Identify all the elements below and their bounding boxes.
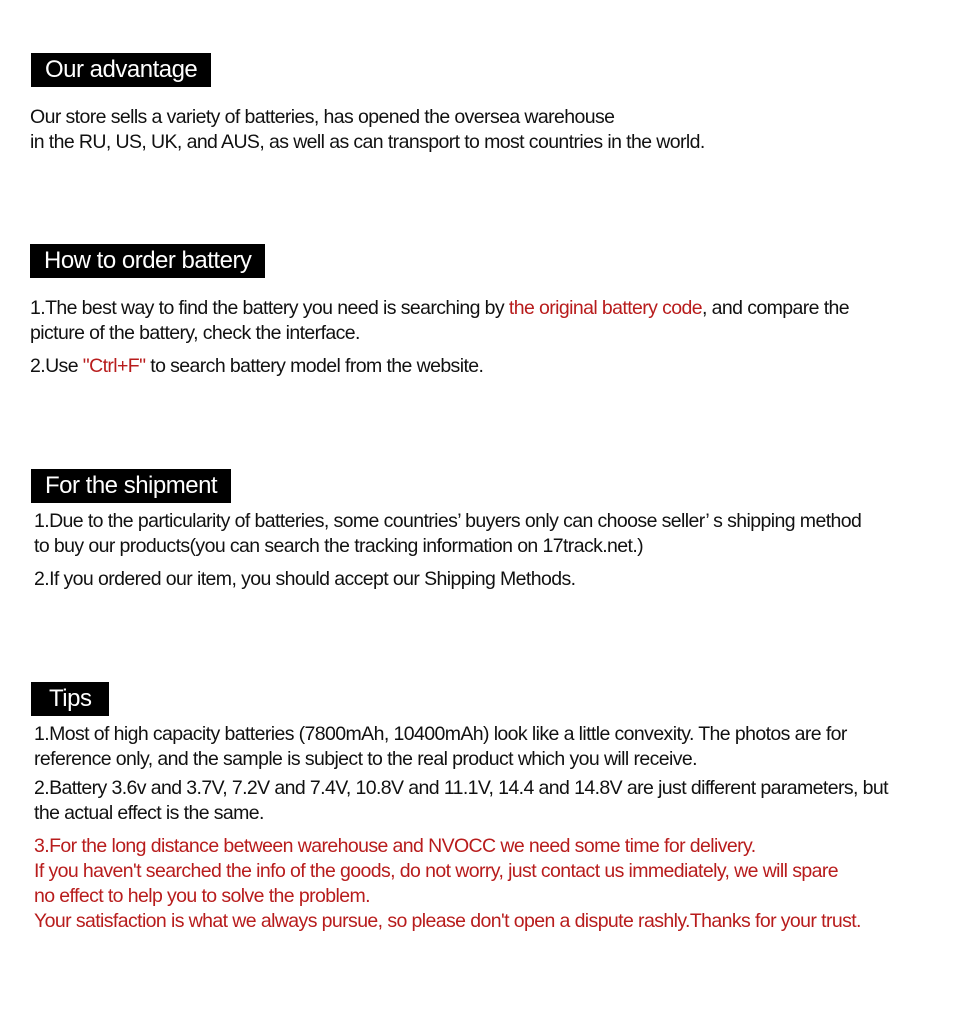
- order-item-2: [30, 354, 483, 379]
- advantage-text-line-2: in the RU, US, UK, and AUS, as well as can transport to most countries in the world.: [30, 131, 705, 153]
- order-item-2-text: 2.Use: [30, 355, 83, 377]
- section-title-tips: Tips: [31, 682, 109, 716]
- section-title-advantage: Our advantage: [31, 53, 211, 87]
- tips-item-1-line-1: 1.Most of high capacity batteries (7800mAh, 10400mAh) look like a little convexity. The photos are for: [34, 723, 847, 745]
- tips-item-1-line-2: reference only, and the sample is subject to the real product which you will receive.: [34, 748, 697, 770]
- tips-item-2-line-1: 2.Battery 3.6v and 3.7V, 7.2V and 7.4V, 10.8V and 11.1V, 14.4 and 14.8V are just different parameters, but: [34, 777, 888, 799]
- shipment-item-2: 2.If you ordered our item, you should accept our Shipping Methods.: [34, 568, 576, 590]
- order-item-2-text-end: to search battery model from the website.: [145, 355, 484, 377]
- shipment-item-1-line-1: 1.Due to the particularity of batteries, some countries’ buyers only can choose seller’ s shipping method: [34, 510, 862, 532]
- order-item-1-text-end: , and compare the: [702, 297, 850, 319]
- tips-item-3-line-4: Your satisfaction is what we always pursue, so please don't open a dispute rashly.Thanks for your trust.: [34, 910, 861, 932]
- order-item-1-line-2: picture of the battery, check the interface.: [30, 322, 360, 344]
- shipment-item-1-line-2: to buy our products(you can search the tracking information on 17track.net.): [34, 535, 644, 557]
- original-battery-code-highlight: the original battery code: [508, 297, 703, 319]
- advantage-text-line-1: Our store sells a variety of batteries, has opened the oversea warehouse: [30, 106, 615, 128]
- tips-item-3-line-2: If you haven't searched the info of the goods, do not worry, just contact us immediately, we will spare: [34, 860, 838, 882]
- section-title-order: How to order battery: [30, 244, 265, 278]
- tips-item-3-line-3: no effect to help you to solve the problem.: [34, 885, 370, 907]
- tips-item-2-line-2: the actual effect is the same.: [34, 802, 264, 824]
- section-title-shipment: For the shipment: [31, 469, 231, 503]
- order-item-1-text: 1.The best way to find the battery you need is searching by: [30, 297, 509, 319]
- ctrl-f-highlight: "Ctrl+F": [82, 355, 146, 377]
- tips-item-3-line-1: 3.For the long distance between warehouse and NVOCC we need some time for delivery.: [34, 835, 756, 857]
- order-item-1: [30, 296, 849, 321]
